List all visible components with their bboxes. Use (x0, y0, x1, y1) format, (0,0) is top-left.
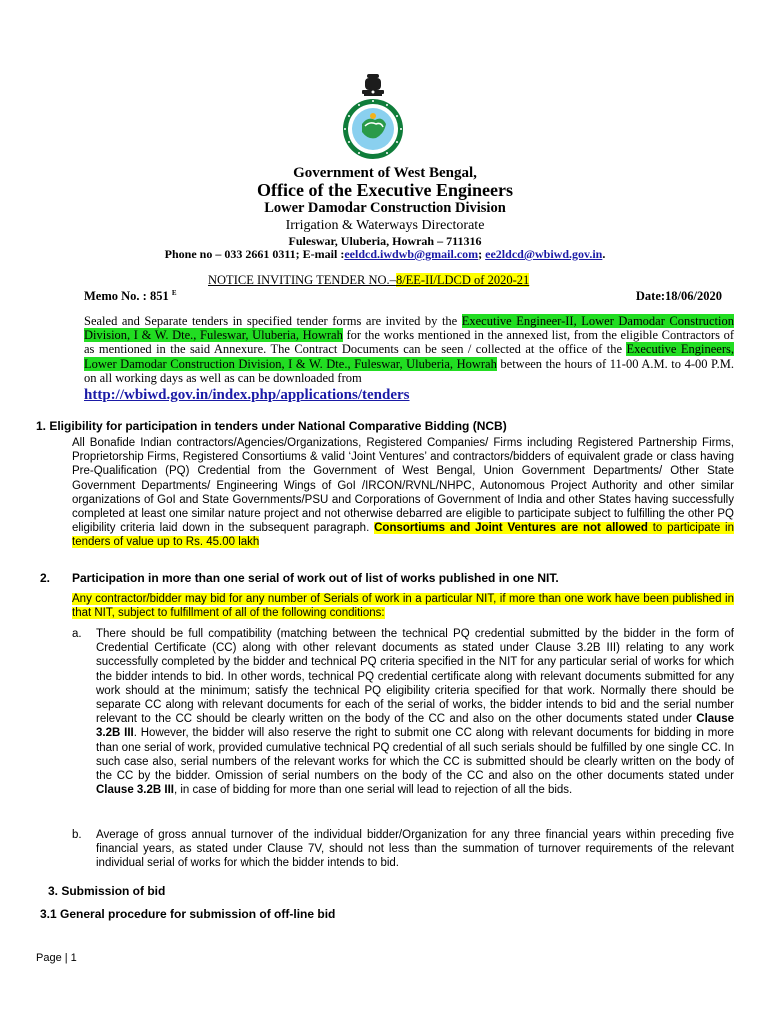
section-1-heading: 1. Eligibility for participation in tenders under National Comparative Bidding (NCB) (36, 419, 507, 433)
contact-end: . (602, 247, 606, 261)
item-a-clause-1: Clause 3.2B III (96, 713, 734, 740)
section-1-bold-highlight: Consortiums and Joint Ventures are not allowed (374, 522, 648, 535)
email-separator: ; (478, 247, 486, 261)
section-2-heading: Participation in more than one serial of work out of list of works published in one NIT. (72, 571, 559, 585)
item-b-label: b. (72, 829, 82, 841)
notice-date: Date:18/06/2020 (635, 289, 722, 303)
intro-highlight-2: Executive Engineers, Lower Damodar Construction Division, I & W. Dte., Fuleswar, Uluberia, Howrah (84, 342, 734, 371)
office-title: Office of the Executive Engineers (257, 180, 513, 200)
intro-text-1: Sealed and Separate tenders in specified tender forms are invited by the (84, 314, 462, 328)
email-link-2[interactable]: ee2ldcd@wbiwd.gov.in (485, 247, 603, 261)
office-address: Fuleswar, Uluberia, Howrah – 711316 (288, 234, 482, 248)
notice-title-prefix: NOTICE INVITING TENDER NO.– (208, 273, 396, 287)
intro-text-3: between the hours of 11-00 A.M. to 4-00 P.M. on all working days as well as can be downloaded from (84, 356, 734, 385)
memo-superscript: E (171, 289, 177, 297)
government-heading: Government of West Bengal, (293, 165, 477, 181)
item-a-text (96, 627, 734, 797)
section-1-text: All Bonafide Indian contractors/Agencies/Organizations, Registered Companies/ Firms including Registered Partnership Firms, Proprietorship Firms, Registered Consortiums & valid ‘Joint Ventures’ and contractors/bidders of equivalent grade or class having Pre-Qualification (PQ) Credential from the Government of West Bengal, Union Government Departments/ Other State Government Departments/ Engineering Wings of GoI /IRCON/RVNL/NHPC, Autonomous Project Authority and other similar organizations of GoI and State Governments/PSU and Corporations of Government of India and other States having successfully completed at least one similar nature project and not otherwise debarred are eligible to participate subject to fulfilling the other PQ eligibility criteria laid down in the subsequent paragraph. (72, 437, 734, 535)
directorate-name: Irrigation & Waterways Directorate (285, 218, 485, 233)
memo-number (84, 289, 177, 304)
page-number: Page | 1 (36, 952, 77, 964)
division-name: Lower Damodar Construction Division (264, 200, 506, 216)
email-link-1[interactable]: eeldcd.iwdwb@gmail.com (344, 247, 479, 261)
tender-download-link[interactable]: http://wbiwd.gov.in/index.php/applications/tenders (84, 387, 410, 404)
item-a-part-1: There should be full compatibility (matching between the technical PQ credential submitted by the bidder in the form of Credential Certificate (CC) along with other relevant documents as stated under Clause 3.2B III) relating to any work successfully completed by the bidder and technical PQ criteria specified in the NIT for any particular serial of works for which the bidder intends to bid. In other words, technical PQ credential certificate along with relevant documents submitted for any work should at the minimum; satisfy the technical PQ eligibility criteria specified for that work. Normally there should be separate CC along with relevant documents for each of the serial of works, the bidder intends to bid and the serial number relevant to the CC should be clearly written on the body of the CC and also on the other documents stated under (96, 628, 734, 726)
section-2-number: 2. (40, 571, 51, 585)
intro-text-2: for the works mentioned in the annexed list, from the eligible Contractors of as mentioned in the said Annexure. The Contract Documents can be seen / collected at the office of the (84, 328, 734, 357)
section-2-intro-highlight: Any contractor/bidder may bid for any number of Serials of work in a particular NIT, if more than one work have been published in that NIT, subject to fulfillment of all of the following conditions: (72, 593, 734, 620)
section-1-body (72, 436, 734, 550)
intro-paragraph (84, 314, 734, 405)
section-2-intro (72, 592, 734, 620)
item-a-clause-2: Clause 3.2B III (96, 784, 174, 797)
item-a-part-2: . However, the bidder will also reserve the right to submit one CC along with relevant documents for bidding in more than one serial of work, provided cumulative technical PQ credential of all such serials should be fulfilled by one single CC. In such case also, serial numbers of the relevant works for which the CC is submitted should be clearly written on the body of the CC by the bidder. Omission of serial numbers on the body of the CC and also on the other documents stated under (96, 727, 734, 783)
item-a-part-3: , in case of bidding for more than one serial will lead to rejection of all the bids. (173, 784, 573, 797)
notice-number: 8/EE-II/LDCD of 2020-21 (395, 273, 530, 287)
contact-line (0, 247, 770, 262)
intro-highlight-1: Executive Engineer-II, Lower Damodar Construction Division, I & W. Dte., Fuleswar, Uluberia, Howrah (84, 314, 734, 343)
item-b-text: Average of gross annual turnover of the individual bidder/Organization for any three financial years within preceding five financial years, as stated under Clause 7V, should not less than the summation of turnover requirements of the relevant individual serial of works for which the bidder intends to bid. (96, 829, 734, 870)
memo-label: Memo No. : 851 (84, 289, 169, 304)
notice-title (208, 273, 529, 288)
phone-label: Phone no – 033 2661 0311; E-mail : (164, 247, 345, 261)
section-1-highlight-tail: to participate in tenders of value up to Rs. 45.00 lakh (72, 522, 735, 549)
west-bengal-emblem-icon (340, 72, 406, 164)
item-a-label: a. (72, 628, 82, 640)
section-3-heading: 3. Submission of bid (48, 884, 166, 898)
section-3-1-heading: 3.1 General procedure for submission of off-line bid (40, 907, 336, 921)
